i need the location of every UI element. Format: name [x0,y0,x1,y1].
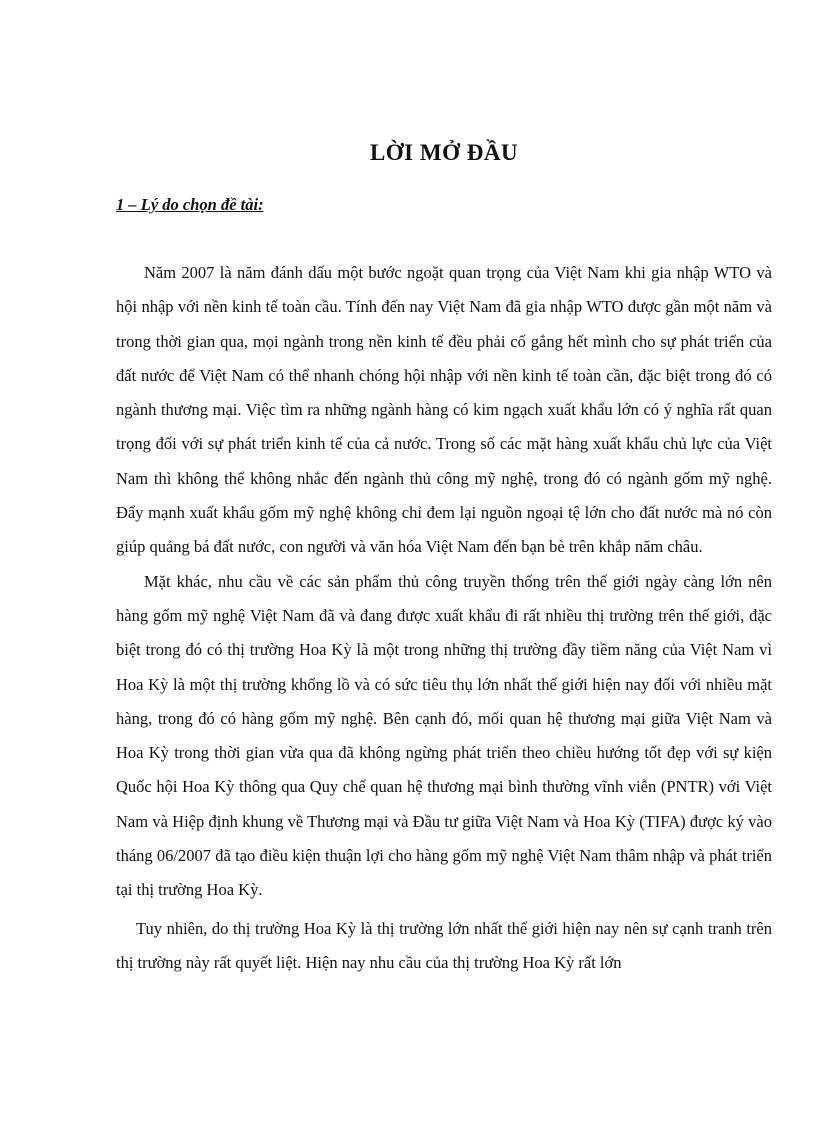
paragraph-2: Mặt khác, nhu cầu về các sản phẩm thủ công truyền thống trên thế giới ngày càng lớn nên hàng gốm mỹ nghệ Việt Nam đã và đang được xuất khẩu đi rất nhiều thị trường trên thế giới, đặc biệt trong đó có thị trường Hoa Kỳ là một trong những thị trường đầy tiềm năng của Việt Nam vì Hoa Kỳ là một thị trường khổng lồ và có sức tiêu thụ lớn nhất thế giới hiện nay đối với nhiều mặt hàng, trong đó có hàng gốm mỹ nghệ. Bên cạnh đó, mối quan hệ thương mại giữa Việt Nam và Hoa Kỳ trong thời gian vừa qua đã không ngừng phát triển theo chiều hướng tốt đẹp với sự kiện Quốc hội Hoa Kỳ thông qua Quy chế quan hệ thương mại bình thường vĩnh viễn (PNTR) với Việt Nam và Hiệp định khung về Thương mại và Đầu tư giữa Việt Nam và Hoa Kỳ (TIFA) được ký vào tháng 06/2007 đã tạo điều kiện thuận lợi cho hàng gốm mỹ nghệ Việt Nam thâm nhập và phát triển tại thị trường Hoa Kỳ. [116,571,772,900]
section-heading: 1 – Lý do chọn đề tài: [116,195,264,214]
paragraph-1: Năm 2007 là năm đánh dấu một bước ngoặt quan trọng của Việt Nam khi gia nhập WTO và hội nhập với nền kinh tế toàn cầu. Tính đến nay Việt Nam đã gia nhập WTO được gần một năm và trong thời gian qua, mọi ngành trong nền kinh tế đều phải cố gắng hết mình cho sự phát triển của đất nước để Việt Nam có thể nhanh chóng hội nhập với nền kinh tế toàn cần, đặc biệt trong đó có ngành thương mại. Việc tìm ra những ngành hàng có kim ngạch xuất khẩu lớn có ý nghĩa rất quan trọng đối với sự phát triển kinh tế của cả nước. Trong số các mặt hàng xuất khẩu chủ lực của Việt Nam thì không thể không nhắc đến ngành thủ công mỹ nghệ, trong đó có ngành gốm mỹ nghệ. Đẩy mạnh xuất khẩu gốm mỹ nghệ không chỉ đem lại nguồn ngoại tệ lớn cho đất nước mà nó còn giúp quảng bá đất nước, con người và văn hóa Việt Nam đến bạn bè trên khắp năm châu. [116,263,772,557]
page-title: LỜI MỞ ĐẦU [369,140,519,165]
paragraph-3: Tuy nhiên, do thị trường Hoa Kỳ là thị trường lớn nhất thế giới hiện nay nên sự cạnh tranh trên thị trường này rất quyết liệt. Hiện nay nhu cầu của thị trường Hoa Kỳ rất lớn [116,918,772,972]
body-text [116,256,772,980]
